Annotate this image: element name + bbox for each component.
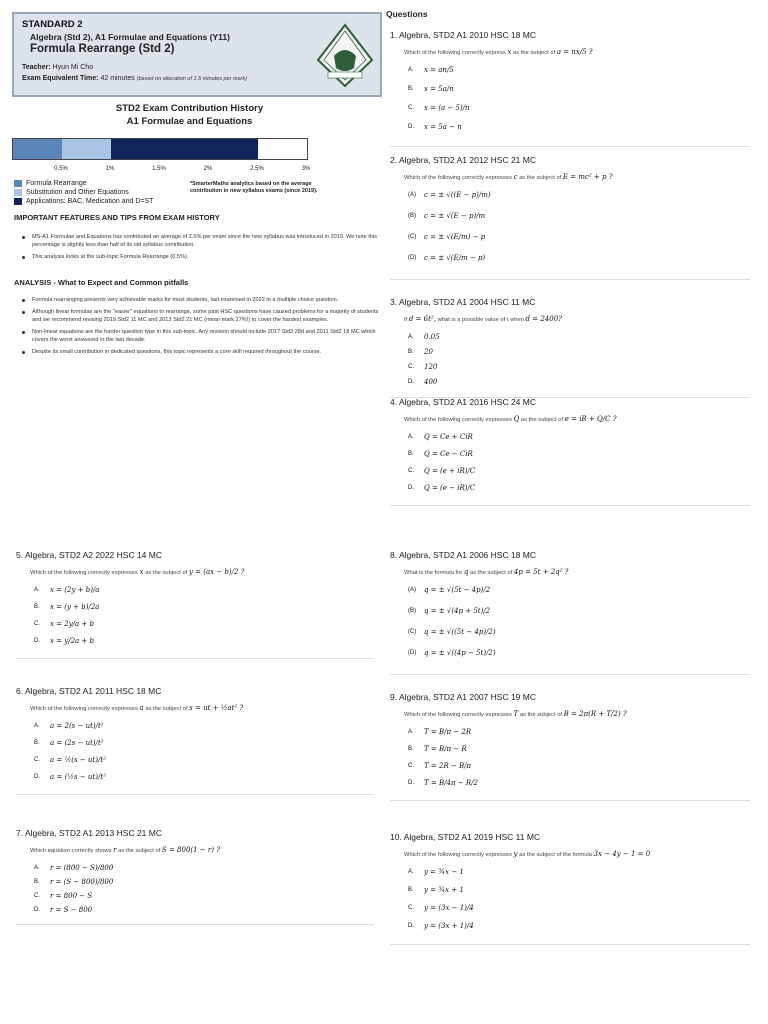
answer-option [408, 628, 496, 636]
option-letter: A. [34, 865, 40, 871]
option-expression: c = ± √(E − p)/m [424, 212, 486, 220]
option-letter: (C) [408, 629, 417, 635]
bar-segment-2 [62, 139, 111, 159]
option-letter: A. [408, 434, 414, 440]
option-letter: C. [408, 468, 414, 474]
option-expression: c = ± √((E − p)/m) [424, 191, 491, 199]
stem-equation: a = nx/5 ? [556, 48, 593, 56]
stem-text: Which of the following correctly expresses [404, 712, 514, 718]
option-letter: A. [34, 723, 40, 729]
option-expression: r = 800 − S [50, 892, 93, 900]
answer-option [34, 773, 106, 781]
stem-variable: x [507, 48, 512, 56]
option-expression: x = (a − 5)/n [424, 104, 470, 112]
option-letter: (A) [408, 587, 416, 593]
analysis-heading: ANALYSIS - What to Expect and Common pitfalls [14, 278, 189, 287]
standard-label: STANDARD 2 [22, 19, 83, 30]
question-divider [390, 146, 750, 147]
option-letter: (D) [408, 650, 417, 656]
answer-option [408, 378, 437, 386]
option-expression: c = ± √(E/m) − p [424, 233, 486, 241]
tick-label: 1% [105, 166, 115, 172]
answer-option [408, 467, 475, 475]
answer-option [408, 779, 478, 787]
answer-option [34, 603, 99, 611]
option-expression: q = ± √((4p − 5t)/2) [424, 649, 496, 657]
option-expression: a = (2s − ut)/t² [50, 739, 104, 747]
stem-equation: s = ut + ½at² ? [189, 704, 244, 712]
stem-text: as the subject of the formula [517, 852, 594, 858]
question-title: 6. Algebra, STD2 A1 2011 HSC 18 MC [16, 686, 162, 696]
tick-label: 1.5% [152, 166, 166, 172]
question-divider [390, 674, 750, 675]
list-item: Non-linear equations are the harder question type in this sub-topic. Any revision should include 2017 Std2 28d and 2011 Std2 18 MC which covers the worst answered in the last decade. [22, 328, 380, 344]
stem-text: what is a possible value of t when [435, 317, 526, 323]
stem-variable: q [463, 568, 469, 576]
answer-option [408, 254, 485, 262]
stem-text: What is the formula for [404, 570, 464, 576]
stem-text: as the subject of [519, 417, 565, 423]
answer-option [408, 922, 474, 930]
option-expression: x = 2y/a + b [50, 620, 94, 628]
question-stem [30, 568, 244, 576]
option-expression: T = 2R − B/π [424, 762, 472, 770]
question-stem [404, 710, 627, 718]
features-heading: IMPORTANT FEATURES AND TIPS FROM EXAM HISTORY [14, 213, 220, 222]
option-letter: (A) [408, 192, 416, 198]
option-letter: A. [34, 587, 40, 593]
option-expression: q = ± √(5t − 4p)/2 [424, 586, 491, 594]
answer-option [408, 233, 485, 241]
answer-option [408, 607, 490, 615]
question-divider [16, 794, 374, 795]
option-letter: C. [408, 364, 414, 370]
tick-label: 0.5% [54, 166, 68, 172]
option-expression: r = (800 − S)/800 [50, 864, 114, 872]
option-letter: C. [408, 105, 414, 111]
stem-equation: 4p = 5t + 2q² ? [513, 568, 569, 576]
option-letter: B. [408, 887, 414, 893]
stem-text: as the subject of [143, 570, 189, 576]
option-expression: Q = Ce + CiR [424, 433, 473, 441]
course-label: Algebra (Std 2), A1 Formulae and Equations (Y11) [30, 32, 230, 42]
option-expression: x = y/2a + b [50, 637, 94, 645]
stem-equation: B = 2π(R + T/2) ? [563, 710, 627, 718]
stem-text: as the subject of [511, 50, 557, 56]
answer-option [408, 191, 491, 199]
legend-label: Formula Rearrange [26, 180, 87, 187]
option-expression: q = ± √(4p + 5t)/2 [424, 607, 491, 615]
question-title: 10. Algebra, STD2 A1 2019 HSC 11 MC [390, 832, 541, 842]
answer-option [408, 484, 475, 492]
stem-text: as the subject of [518, 712, 564, 718]
answer-option [408, 728, 471, 736]
answer-option [408, 66, 454, 74]
bar-segment-3 [111, 139, 258, 159]
bar-segment-1 [13, 139, 62, 159]
answer-option [408, 886, 464, 894]
option-expression: T = B/π − R [424, 745, 467, 753]
option-expression: q = ± √((5t − 4p)/2) [424, 628, 496, 636]
features-list [22, 233, 380, 265]
chart-title: STD2 Exam Contribution History A1 Formulae and Equations [115, 103, 264, 127]
option-letter: D. [408, 124, 414, 130]
option-expression: a = ½(s − ut)/t² [50, 756, 106, 764]
option-expression: T = B/π − 2R [424, 728, 472, 736]
stem-text: Which of the following correctly expresses [30, 570, 140, 576]
legend-swatch [14, 189, 22, 196]
chart-note: *SmarterMaths analytics based on the average contribution in new syllabus exams (since 2019). [190, 181, 318, 194]
answer-option [408, 123, 462, 131]
option-letter: B. [408, 451, 414, 457]
answer-option [408, 212, 485, 220]
analysis-list [22, 296, 380, 360]
answer-option [34, 906, 92, 914]
option-expression: x = an/5 [424, 66, 454, 74]
question-title: 9. Algebra, STD2 A1 2007 HSC 19 MC [390, 692, 536, 702]
option-letter: B. [34, 604, 40, 610]
answer-option [34, 864, 113, 872]
stem-text: Which of the following correctly expresses [404, 852, 514, 858]
stem-text: Which equation correctly shows [30, 848, 114, 854]
option-expression: a = 2(s − ut)/t² [50, 722, 104, 730]
question-divider [16, 658, 374, 659]
question-stem [404, 315, 562, 323]
answer-option [408, 433, 473, 441]
question-title: 1. Algebra, STD2 A1 2010 HSC 18 MC [390, 30, 536, 40]
option-letter: B. [408, 86, 414, 92]
answer-option [34, 756, 106, 764]
option-letter: (B) [408, 213, 416, 219]
topic-title: Formula Rearrange (Std 2) [30, 43, 175, 55]
option-expression: T = B/4π − R/2 [424, 779, 478, 787]
legend-label: Applications: BAC, Medication and D=ST [26, 198, 154, 205]
answer-option [408, 649, 496, 657]
option-expression: 120 [424, 363, 438, 371]
option-expression: r = (S − 800)/800 [50, 878, 114, 886]
option-letter: A. [408, 729, 414, 735]
option-letter: B. [408, 746, 414, 752]
option-letter: C. [34, 621, 40, 627]
stem-variable: x [139, 568, 144, 576]
option-letter: D. [408, 379, 414, 385]
stem-text: Which of the following correctly express [404, 50, 508, 56]
answer-option [408, 868, 464, 876]
option-expression: Q = Ce − CiR [424, 450, 473, 458]
stem-variable: a [139, 704, 144, 712]
questions-heading: Questions [386, 9, 428, 19]
stem-equation: y = (ax − b)/2 ? [188, 568, 245, 576]
question-title: 7. Algebra, STD2 A1 2013 HSC 21 MC [16, 828, 162, 838]
option-expression: 0.05 [424, 333, 440, 341]
option-letter: D. [408, 923, 414, 929]
answer-option [34, 739, 104, 747]
question-divider [390, 800, 750, 801]
option-letter: A. [408, 67, 414, 73]
answer-option [408, 586, 490, 594]
answer-option [34, 878, 113, 886]
header-panel [12, 12, 382, 97]
teacher-line: Teacher: Hyun Mi Cho [22, 64, 94, 71]
stem-equation: 3x − 4y − 1 = 0 [593, 850, 651, 858]
list-item: This analysis looks at the sub-topic Formula Rearrange (0.5%). [22, 253, 380, 261]
list-item: Despite its small contribution in dedicated questions, this topic represents a core skill required throughout the course. [22, 348, 380, 356]
question-stem [30, 704, 243, 712]
answer-option [34, 892, 92, 900]
question-title: 5. Algebra, STD2 A2 2022 HSC 14 MC [16, 550, 162, 560]
stem-equation: e = iR + Q/C ? [564, 415, 617, 423]
question-stem [404, 415, 616, 423]
question-divider [16, 924, 374, 925]
option-letter: (B) [408, 608, 416, 614]
question-divider [390, 944, 750, 945]
stem-variable: Q [513, 415, 520, 423]
stem-text: as the subject of [116, 848, 162, 854]
option-letter: D. [408, 485, 414, 491]
question-title: 3. Algebra, STD2 A1 2004 HSC 11 MC [390, 297, 536, 307]
option-expression: y = (3x + 1)/4 [424, 922, 474, 930]
option-expression: 400 [424, 378, 438, 386]
answer-option [408, 85, 454, 93]
question-stem [30, 846, 220, 854]
option-letter: C. [408, 763, 414, 769]
list-item: Although linear formulas are the "easier" equations to rearrange, some past HSC questions have caused problems for a majority of students and we recommend revising 2019 Std2 11 MC and 2013 Std2 21 MC (mean mark 27%!) to cover the hardest examples. [22, 308, 380, 324]
option-expression: Q = (e + iR)/C [424, 467, 476, 475]
legend-entry [14, 189, 129, 196]
question-divider [390, 505, 750, 506]
stem-variable: r [113, 846, 117, 854]
answer-option [408, 904, 474, 912]
question-title: 4. Algebra, STD2 A1 2016 HSC 24 MC [390, 397, 536, 407]
option-letter: D. [34, 774, 40, 780]
option-letter: (C) [408, 234, 417, 240]
option-letter: (D) [408, 255, 417, 261]
question-title: 8. Algebra, STD2 A1 2006 HSC 18 MC [390, 550, 536, 560]
stem-equation: S = 800(1 − r) ? [161, 846, 220, 854]
option-expression: c = ± √(E/m − p) [424, 254, 486, 262]
option-expression: Q = (e − iR)/C [424, 484, 476, 492]
question-divider [390, 279, 750, 280]
legend-label: Substitution and Other Equations [26, 189, 129, 196]
contribution-bar [12, 138, 308, 160]
legend-swatch [14, 180, 22, 187]
legend-swatch [14, 198, 22, 205]
option-expression: 20 [424, 348, 433, 356]
answer-option [408, 745, 467, 753]
stem-text: Which of the following correctly expresses [404, 175, 514, 181]
list-item: Formula rearranging presents very achievable marks for most students, last examined in 2022 in a multiple choice question. [22, 296, 380, 304]
option-expression: y = (3x − 1)/4 [424, 904, 474, 912]
option-expression: y = ¾x − 1 [424, 868, 464, 876]
option-letter: D. [34, 638, 40, 644]
answer-option [408, 762, 471, 770]
answer-option [408, 104, 470, 112]
exam-time-line: Exam Equivalent Time: 42 minutes (based on allocation of 1.5 minutes per mark) [22, 75, 248, 82]
stem-text: as the subject of [517, 175, 563, 181]
answer-option [408, 363, 437, 371]
answer-option [408, 348, 433, 356]
answer-option [34, 637, 94, 645]
stem-text: If [404, 317, 409, 323]
question-stem [404, 48, 593, 56]
answer-option [408, 450, 473, 458]
option-expression: a = (½s − ut)/t² [50, 773, 106, 781]
tick-label: 2% [203, 166, 213, 172]
stem-text: as the subject of [143, 706, 190, 712]
tick-label: 3% [301, 166, 311, 172]
stem-equation: d = 2400? [525, 315, 562, 323]
answer-option [34, 586, 99, 594]
answer-option [34, 620, 94, 628]
stem-variable: c [513, 173, 518, 181]
list-item: MS-A1 Formulae and Equations has contributed an average of 2.5% per exam since the new syllabus was introduced in 2019. We note this percentage is slightly less than half of its old syllabus contribution. [22, 233, 380, 249]
answer-option [34, 722, 104, 730]
option-letter: A. [408, 869, 414, 875]
question-stem [404, 568, 568, 576]
stem-variable: y [513, 850, 518, 858]
answer-option [408, 333, 440, 341]
option-letter: C. [408, 905, 414, 911]
option-letter: D. [34, 907, 40, 913]
option-letter: C. [34, 757, 40, 763]
option-expression: x = (y + b)/2a [50, 603, 100, 611]
option-letter: B. [34, 740, 40, 746]
stem-text: as the subject of [468, 570, 514, 576]
question-stem [404, 850, 650, 858]
stem-equation: E = mc² + p ? [562, 173, 613, 181]
option-expression: r = S − 800 [50, 906, 93, 914]
option-letter: B. [408, 349, 414, 355]
option-expression: x = (2y + b)/a [50, 586, 100, 594]
stem-text: Which of the following correctly expresses [404, 417, 514, 423]
option-letter: A. [408, 334, 414, 340]
option-expression: x = 5a/n [424, 85, 454, 93]
legend-entry [14, 180, 87, 187]
question-stem [404, 173, 612, 181]
stem-variable: T [513, 710, 519, 718]
stem-variable: d = 6t², [408, 315, 436, 323]
school-crest-icon [314, 22, 376, 90]
tick-label: 2.5% [250, 166, 264, 172]
option-letter: D. [408, 780, 414, 786]
stem-text: Which of the following correctly expresses [30, 706, 140, 712]
option-letter: B. [34, 879, 40, 885]
option-expression: x = 5a − n [424, 123, 462, 131]
legend-entry [14, 198, 153, 205]
option-expression: y = ¾x + 1 [424, 886, 464, 894]
option-letter: C. [34, 893, 40, 899]
question-title: 2. Algebra, STD2 A1 2012 HSC 21 MC [390, 155, 536, 165]
